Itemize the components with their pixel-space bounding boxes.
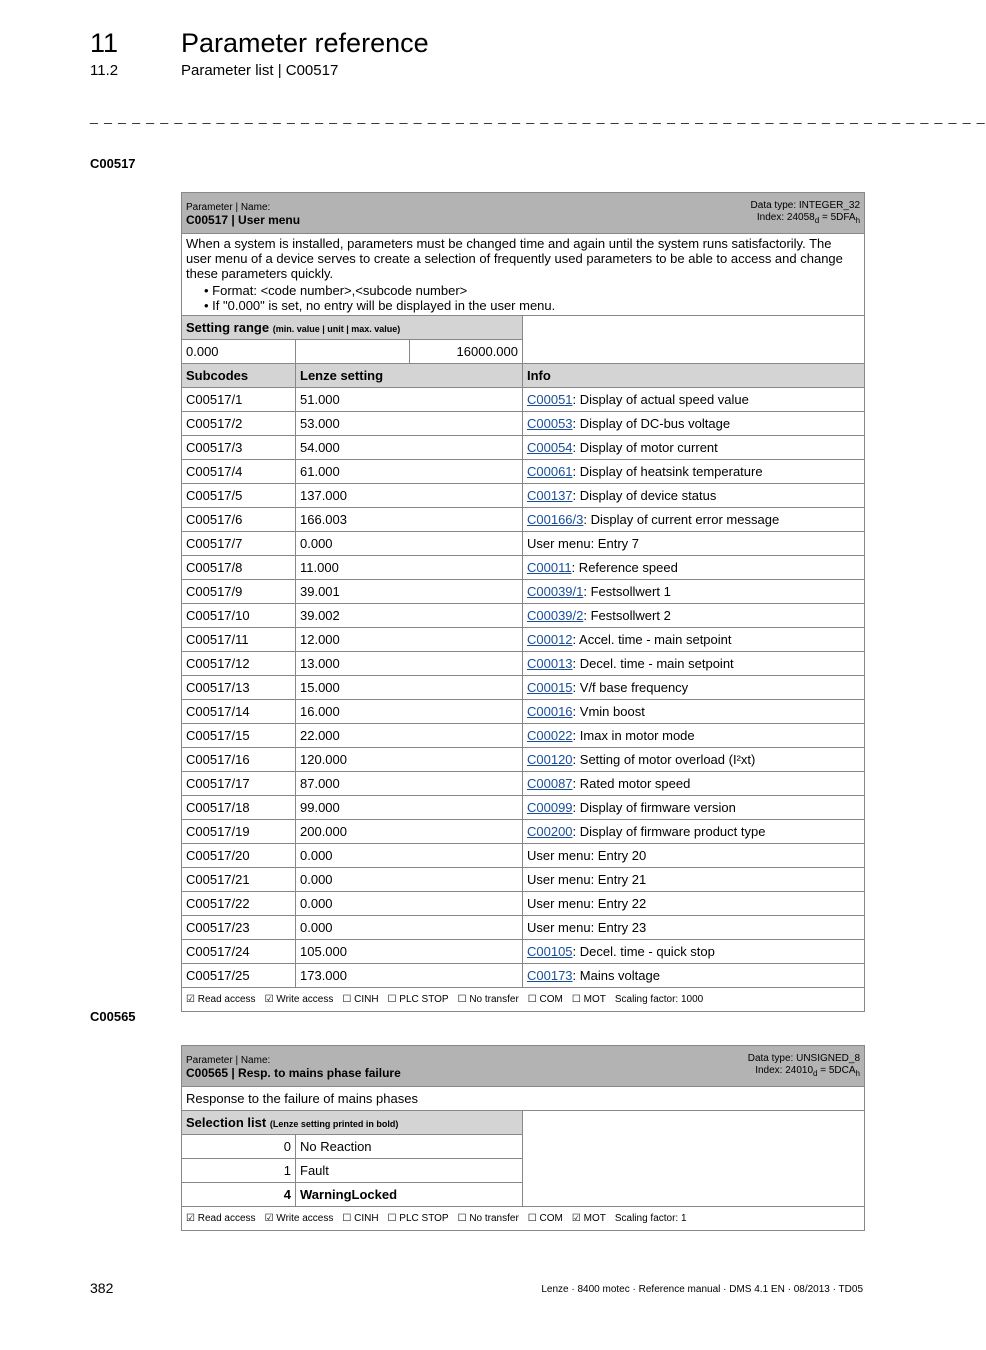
attribute-flag: ☑ Read access: [186, 1213, 256, 1224]
param-table-c00517: [181, 192, 865, 1012]
param-attributes: [182, 1207, 865, 1231]
subcode: C00517/16: [182, 748, 296, 772]
param-link[interactable]: C00012: [527, 632, 573, 647]
selection-list-label: Selection list (Lenze setting printed in bold): [182, 1111, 523, 1135]
option-number: 0: [182, 1135, 296, 1159]
param-link[interactable]: C00166/3: [527, 512, 584, 527]
subcode: C00517/25: [182, 964, 296, 988]
desc-bullet: • If "0.000" is set, no entry will be displayed in the user menu.: [204, 298, 860, 313]
table-row: [182, 628, 865, 652]
table-row: [182, 964, 865, 988]
subcode: C00517/18: [182, 796, 296, 820]
param-link[interactable]: C00061: [527, 464, 573, 479]
attribute-flag: ☐ MOT: [571, 994, 606, 1005]
info-cell: User menu: Entry 23: [523, 916, 865, 940]
info-cell: C00015: V/f base frequency: [523, 676, 865, 700]
param-link[interactable]: C00105: [527, 944, 573, 959]
subcode: C00517/3: [182, 436, 296, 460]
table-row: [182, 388, 865, 412]
subcode: C00517/20: [182, 844, 296, 868]
attribute-flag: ☐ No transfer: [457, 1213, 519, 1224]
lenze-setting: 11.000: [296, 556, 523, 580]
col-lenze-setting: Lenze setting: [296, 364, 523, 388]
attribute-flag: ☐ CINH: [342, 1213, 379, 1224]
info-cell: C00166/3: Display of current error message: [523, 508, 865, 532]
table-row: [182, 796, 865, 820]
param-link[interactable]: C00022: [527, 728, 573, 743]
table-row: [182, 484, 865, 508]
lenze-setting: 0.000: [296, 844, 523, 868]
table-row: [182, 724, 865, 748]
lenze-setting: 87.000: [296, 772, 523, 796]
info-cell: C00051: Display of actual speed value: [523, 388, 865, 412]
param-link[interactable]: C00015: [527, 680, 573, 695]
table-row: [182, 508, 865, 532]
lenze-setting: 99.000: [296, 796, 523, 820]
setting-range-label: Setting range (min. value | unit | max. value): [182, 316, 523, 340]
attribute-flag: ☐ No transfer: [457, 994, 519, 1005]
page-number: 382: [90, 1280, 114, 1296]
param-link[interactable]: C00051: [527, 392, 573, 407]
param-attributes: [182, 988, 865, 1012]
param-header: [182, 1046, 865, 1087]
lenze-setting: 0.000: [296, 892, 523, 916]
table-row: [182, 676, 865, 700]
info-cell: C00011: Reference speed: [523, 556, 865, 580]
attribute-flag: ☐ PLC STOP: [387, 994, 449, 1005]
param-link[interactable]: C00087: [527, 776, 573, 791]
table-row: [182, 556, 865, 580]
option-number: 1: [182, 1159, 296, 1183]
table-row: [182, 868, 865, 892]
subcode: C00517/9: [182, 580, 296, 604]
table-row: [182, 772, 865, 796]
option-text: WarningLocked: [296, 1183, 523, 1207]
range-unit: [296, 340, 410, 364]
param-link[interactable]: C00120: [527, 752, 573, 767]
info-cell: C00022: Imax in motor mode: [523, 724, 865, 748]
attribute-flag: ☐ COM: [527, 1213, 563, 1224]
info-cell: User menu: Entry 7: [523, 532, 865, 556]
lenze-setting: 54.000: [296, 436, 523, 460]
param-link[interactable]: C00013: [527, 656, 573, 671]
info-cell: C00016: Vmin boost: [523, 700, 865, 724]
subcode: C00517/7: [182, 532, 296, 556]
subcode: C00517/24: [182, 940, 296, 964]
table-row: [182, 892, 865, 916]
subcode: C00517/1: [182, 388, 296, 412]
param-label: Parameter | Name:: [186, 201, 271, 213]
param-table-c00565: [181, 1045, 865, 1231]
info-cell: C00012: Accel. time - main setpoint: [523, 628, 865, 652]
table-row: [182, 820, 865, 844]
info-cell: User menu: Entry 21: [523, 868, 865, 892]
param-description: When a system is installed, parameters must be changed time and again until the system runs satisfactorily. The user menu of a device serves to create a selection of frequently used parameters to be able to access and change these parameters quickly. • Format: <code number>,<subcode number> • If "0.000" is set, no entry will be displayed in the user menu.: [182, 234, 865, 316]
lenze-setting: 13.000: [296, 652, 523, 676]
info-cell: C00087: Rated motor speed: [523, 772, 865, 796]
lenze-setting: 105.000: [296, 940, 523, 964]
info-cell: C00200: Display of firmware product type: [523, 820, 865, 844]
subcode: C00517/23: [182, 916, 296, 940]
subcode: C00517/12: [182, 652, 296, 676]
table-row: [182, 412, 865, 436]
subcode: C00517/19: [182, 820, 296, 844]
param-index: Index: $24010_d = 5DCA_h$: [755, 1064, 860, 1078]
lenze-setting: 53.000: [296, 412, 523, 436]
subcode: C00517/5: [182, 484, 296, 508]
col-info: Info: [523, 364, 865, 388]
param-link[interactable]: C00011: [527, 560, 572, 575]
info-cell: C00173: Mains voltage: [523, 964, 865, 988]
lenze-setting: 166.003: [296, 508, 523, 532]
table-row: [182, 700, 865, 724]
option-text: Fault: [296, 1159, 523, 1183]
lenze-setting: 173.000: [296, 964, 523, 988]
info-cell: User menu: Entry 22: [523, 892, 865, 916]
data-type: Data type: UNSIGNED_8: [747, 1052, 860, 1064]
col-subcodes: Subcodes: [182, 364, 296, 388]
data-type: Data type: INTEGER_32: [750, 199, 861, 211]
table-row: [182, 652, 865, 676]
range-min: 0.000: [182, 340, 296, 364]
param-name: C00517 | User menu: [186, 212, 301, 227]
lenze-setting: 39.002: [296, 604, 523, 628]
attribute-flag: Scaling factor: 1000: [614, 994, 704, 1005]
param-link[interactable]: C00173: [527, 968, 573, 983]
table-row: [182, 748, 865, 772]
attribute-flag: ☑ MOT: [571, 1213, 606, 1224]
lenze-setting: 137.000: [296, 484, 523, 508]
param-link[interactable]: C00039/2: [527, 608, 584, 623]
section-title: Parameter list | C00517: [181, 62, 339, 79]
info-cell: C00013: Decel. time - main setpoint: [523, 652, 865, 676]
param-link[interactable]: C00053: [527, 416, 573, 431]
chapter-number: 11: [90, 28, 119, 58]
subcode: C00517/13: [182, 676, 296, 700]
attribute-flag: ☐ COM: [527, 994, 563, 1005]
lenze-setting: 12.000: [296, 628, 523, 652]
attribute-flag: ☐ PLC STOP: [387, 1213, 449, 1224]
param-link[interactable]: C00039/1: [527, 584, 584, 599]
lenze-setting: 22.000: [296, 724, 523, 748]
info-cell: C00137: Display of device status: [523, 484, 865, 508]
table-row: [182, 844, 865, 868]
table-row: [182, 916, 865, 940]
subcode: C00517/10: [182, 604, 296, 628]
range-max: 16000.000: [410, 340, 523, 364]
lenze-setting: 39.001: [296, 580, 523, 604]
info-cell: C00053: Display of DC-bus voltage: [523, 412, 865, 436]
info-cell: C00099: Display of firmware version: [523, 796, 865, 820]
lenze-setting: 15.000: [296, 676, 523, 700]
subcode: C00517/15: [182, 724, 296, 748]
subcode: C00517/6: [182, 508, 296, 532]
lenze-setting: 200.000: [296, 820, 523, 844]
attribute-flag: ☑ Write access: [264, 1213, 334, 1224]
attribute-flag: ☐ CINH: [342, 994, 379, 1005]
subcode: C00517/8: [182, 556, 296, 580]
param-heading-c00565: C00565: [90, 1009, 136, 1024]
attribute-flag: ☑ Read access: [186, 994, 256, 1005]
lenze-setting: 0.000: [296, 916, 523, 940]
info-cell: C00039/1: Festsollwert 1: [523, 580, 865, 604]
param-link[interactable]: C00054: [527, 440, 573, 455]
attribute-flag: ☑ Write access: [264, 994, 334, 1005]
param-index: Index: $24058_d = 5DFA_h$: [756, 211, 861, 225]
subcode: C00517/21: [182, 868, 296, 892]
table-row: [182, 604, 865, 628]
lenze-setting: 0.000: [296, 532, 523, 556]
info-cell: C00105: Decel. time - quick stop: [523, 940, 865, 964]
page-footer: Lenze · 8400 motec · Reference manual · DMS 4.1 EN · 08/2013 · TD05: [541, 1284, 863, 1295]
option-number: 4: [182, 1183, 296, 1207]
lenze-setting: 51.000: [296, 388, 523, 412]
info-cell: C00061: Display of heatsink temperature: [523, 460, 865, 484]
table-row: [182, 460, 865, 484]
info-cell: User menu: Entry 20: [523, 844, 865, 868]
separator-line: _ _ _ _ _ _ _ _ _ _ _ _ _ _ _ _ _ _ _ _ _ _ _ _ _ _ _ _ _ _ _ _ _ _ _ _ _ _ _ _ _ _ _ _ _ _ _ _ _ _ _ _ _ _ _ _ _ _ _ _ _ _ _ _: [90, 108, 986, 124]
section-number: 11.2: [90, 62, 119, 79]
info-cell: C00054: Display of motor current: [523, 436, 865, 460]
chapter-title: Parameter reference: [181, 28, 429, 58]
table-row: [182, 580, 865, 604]
param-heading-c00517: C00517: [90, 156, 136, 171]
param-link[interactable]: C00099: [527, 800, 573, 815]
subcode: C00517/11: [182, 628, 296, 652]
subcode: C00517/14: [182, 700, 296, 724]
table-row: [182, 532, 865, 556]
table-row: [182, 436, 865, 460]
subcode: C00517/4: [182, 460, 296, 484]
option-text: No Reaction: [296, 1135, 523, 1159]
lenze-setting: 120.000: [296, 748, 523, 772]
desc-bullet: • Format: <code number>,<subcode number>: [204, 283, 860, 298]
param-label: Parameter | Name:: [186, 1054, 271, 1066]
param-link[interactable]: C00200: [527, 824, 573, 839]
param-description: Response to the failure of mains phases: [182, 1087, 865, 1111]
info-cell: C00039/2: Festsollwert 2: [523, 604, 865, 628]
subcode: C00517/17: [182, 772, 296, 796]
param-name: C00565 | Resp. to mains phase failure: [186, 1065, 401, 1080]
param-header: [182, 193, 865, 234]
param-link[interactable]: C00137: [527, 488, 573, 503]
attribute-flag: Scaling factor: 1: [614, 1213, 687, 1224]
table-row: [182, 940, 865, 964]
subcode: C00517/22: [182, 892, 296, 916]
lenze-setting: 61.000: [296, 460, 523, 484]
subcode: C00517/2: [182, 412, 296, 436]
lenze-setting: 16.000: [296, 700, 523, 724]
info-cell: C00120: Setting of motor overload (I²xt): [523, 748, 865, 772]
param-link[interactable]: C00016: [527, 704, 573, 719]
lenze-setting: 0.000: [296, 868, 523, 892]
